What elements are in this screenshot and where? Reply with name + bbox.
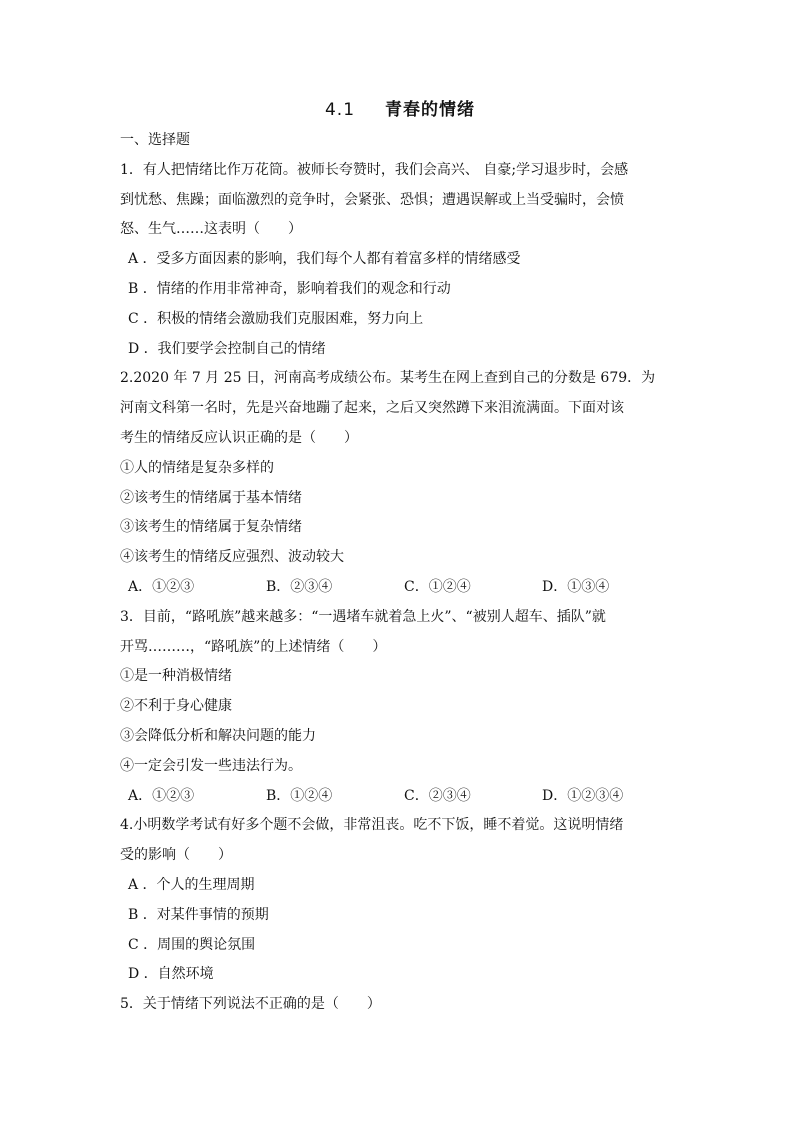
question-3-option-b: B．①②④	[266, 787, 333, 804]
question-2-option-c: C．①②④	[404, 578, 471, 595]
question-2-line-2: 河南文科第一名时，先是兴奋地蹦了起来，之后又突然蹲下来泪流满面。下面对该	[120, 400, 624, 417]
title-text: 青春的情绪	[385, 100, 476, 120]
question-2-item-2: ②该考生的情绪属于基本情绪	[120, 489, 302, 506]
question-1-option-d: D ．我们要学会控制自己的情绪	[128, 340, 326, 357]
question-5	[120, 990, 680, 1020]
question-2-option-d: D．①③④	[542, 578, 610, 595]
question-4-option-b: B ．对某件事情的预期	[128, 906, 269, 923]
question-3-option-c: C．②③④	[404, 787, 471, 804]
question-2-item-1: ①人的情绪是复杂多样的	[120, 459, 274, 476]
question-4-option-d: D ．自然环境	[128, 966, 214, 983]
document-page	[120, 96, 680, 1020]
section-heading: 一、选择题	[120, 132, 190, 148]
question-4-line-2: 受的影响（ ）	[120, 847, 232, 864]
question-3-option-a: A．①②③	[128, 787, 195, 804]
question-3	[120, 603, 680, 812]
question-2-options	[120, 573, 680, 603]
question-2-line-3: 考生的情绪反应认识正确的是（ ）	[120, 429, 358, 446]
question-5-line-1: 5．关于情绪下列说法不正确的是（ ）	[120, 996, 381, 1013]
question-3-line-2: 开骂………，“路吼族”的上述情绪（ ）	[120, 638, 387, 655]
question-1-option-b: B ．情绪的作用非常神奇，影响着我们的观念和行动	[128, 280, 451, 297]
question-2-option-a: A．①②③	[128, 578, 195, 595]
question-4	[120, 811, 680, 990]
question-3-item-2: ②不利于身心健康	[120, 698, 232, 715]
question-4-line-1: 4.小明数学考试有好多个题不会做，非常沮丧。吃不下饭，睡不着觉。这说明情绪	[120, 817, 624, 834]
title-number: 4.1	[324, 100, 356, 120]
question-1-line-1: 1．有人把情绪比作万花筒。被师长夸赞时，我们会高兴、 自豪;学习退步时，会感	[120, 161, 629, 178]
question-3-item-4: ④一定会引发一些违法行为。	[120, 757, 302, 774]
question-4-option-a: A ．个人的生理周期	[128, 876, 255, 893]
question-1	[120, 156, 680, 365]
document-title	[120, 96, 680, 124]
question-4-option-c: C ．周围的舆论氛围	[128, 936, 256, 953]
question-2-option-b: B．②③④	[266, 578, 333, 595]
question-1-line-2: 到忧愁、焦躁；面临激烈的竞争时，会紧张、恐惧；遭遇误解或上当受骗时，会愤	[120, 191, 624, 208]
question-3-options	[120, 782, 680, 812]
question-3-option-d: D．①②③④	[542, 787, 624, 804]
question-2-item-4: ④该考生的情绪反应强烈、波动较大	[120, 549, 344, 566]
question-3-line-1: 3．目前，“路吼族”越来越多：“一遇堵车就着急上火”、“被别人超车、插队”就	[120, 608, 606, 625]
question-2	[120, 364, 680, 602]
question-2-line-1: 2.2020 年 7 月 25 日，河南高考成绩公布。某考生在网上查到自己的分数是 679．为	[120, 370, 656, 387]
question-3-item-3: ③会降低分析和解决问题的能力	[120, 727, 316, 744]
question-1-option-c: C ．积极的情绪会激励我们克服困难，努力向上	[128, 310, 424, 327]
question-1-option-a: A ．受多方面因素的影响，我们每个人都有着富多样的情绪感受	[128, 251, 521, 268]
question-3-item-1: ①是一种消极情绪	[120, 668, 232, 685]
question-1-line-3: 怒、生气……这表明（ ）	[120, 221, 302, 238]
question-2-item-3: ③该考生的情绪属于复杂情绪	[120, 519, 302, 536]
